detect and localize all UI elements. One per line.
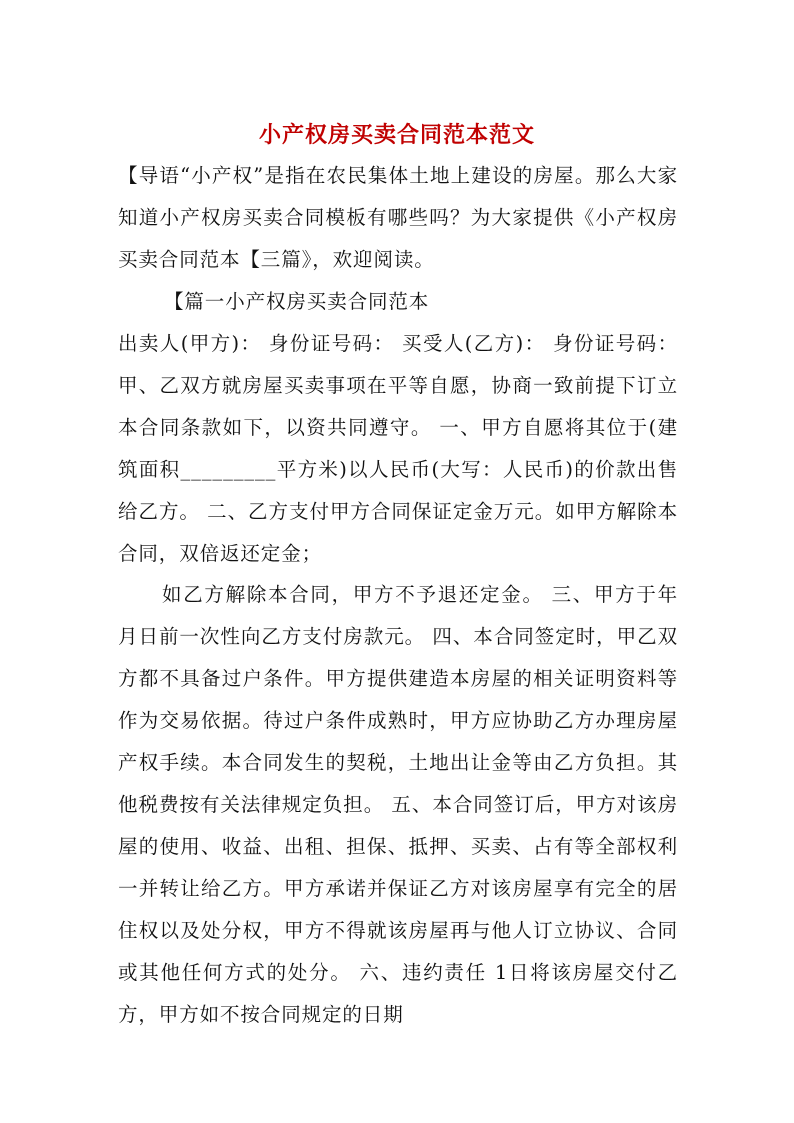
contract-paragraph-2: 如乙方解除本合同，甲方不予退还定金。 三、甲方于年月日前一次性向乙方支付房款元。 四、本合同签定时，甲乙双方都不具备过户条件。甲方提供建造本房屋的相关证明资料等作为交易依据。待过户条件成熟时，甲方应协助乙方办理房屋产权手续。本合同发生的契税，土地出让金等由乙方负担。其他税费按有关法律规定负担。 五、本合同签订后，甲方对该房屋的使用、收益、出租、担保、抵押、买卖、占有等全部权利一并转让给乙方。甲方承诺并保证乙方对该房屋享有完全的居住权以及处分权，甲方不得就该房屋再与他人订立协议、合同或其他任何方式的处分。 六、违约责任 1日将该房屋交付乙方，甲方如不按合同规定的日期 bbox=[118, 583, 678, 1026]
intro-paragraph: 【导语“小产权”是指在农民集体土地上建设的房屋。那么大家知道小产权房买卖合同模板有哪些吗？为大家提供《小产权房买卖合同范本【三篇》，欢迎阅读。 bbox=[118, 164, 678, 271]
section-heading: 【篇一小产权房买卖合同范本 bbox=[164, 290, 430, 313]
contract-paragraph-1: 出卖人(甲方)： 身份证号码： 买受人(乙方)： 身份证号码： 甲、乙双方就房屋买卖事项在平等自愿，协商一致前提下订立本合同条款如下，以资共同遵守。 一、甲方自愿将其位于(建 筑面积_________平方米)以人民币(大写：人民币)的价款出售给乙方。 二、乙方支付甲方合同保证定金万元。如甲方解除本 合同，双倍返还定金； bbox=[118, 332, 678, 565]
document-title: 小产权房买卖合同范本范文 bbox=[258, 121, 535, 148]
